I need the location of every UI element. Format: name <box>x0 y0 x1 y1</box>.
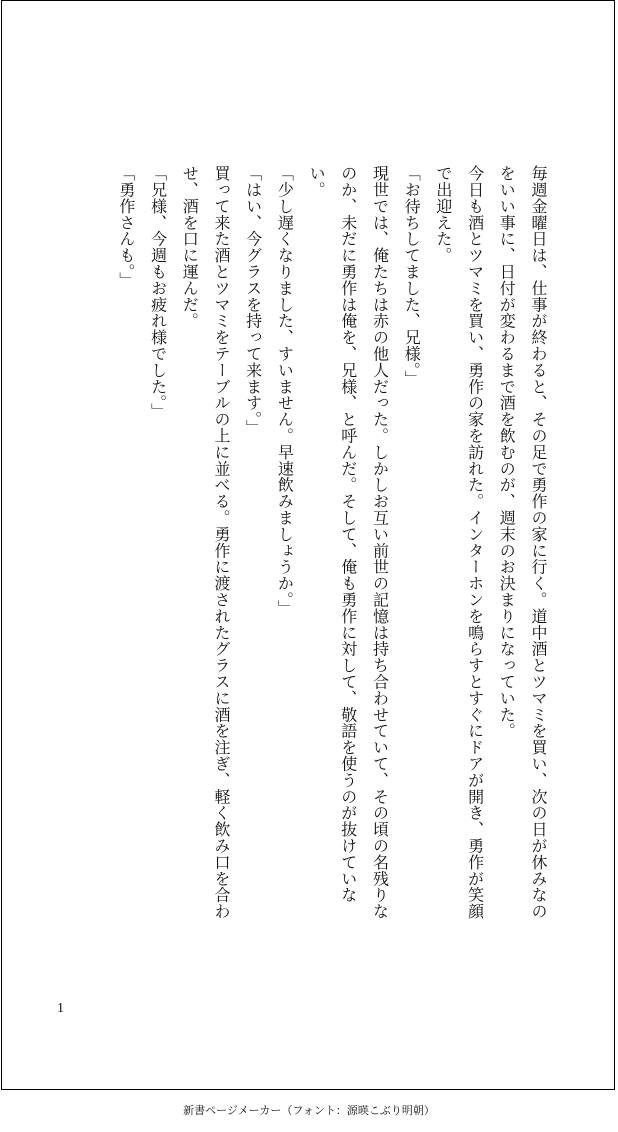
paragraph: 毎週金曜日は、仕事が終わると、その足で勇作の家に行く。道中酒とツマミを買い、次の日が休みなのをいい事に、日付が変わるまで酒を飲むのが、週末のお決まりになっていた。 <box>497 165 548 920</box>
paragraph: 「お待ちしてました、兄様。」 <box>402 165 422 387</box>
book-page <box>1 0 615 1090</box>
paragraph: 「はい、今グラスを持って来ます。」 <box>243 165 263 436</box>
paragraph: 「勇作さんも。」 <box>116 165 136 289</box>
paragraph: 現世では、俺たちは赤の他人だった。しかしお互い前世の記憶は持ち合わせていて、その頃の名残りなのか、未だに勇作は俺を、兄様、と呼んだ。そして、俺も勇作に対して、敬語を使うのが抜けていない。 <box>307 165 390 920</box>
vertical-text-body <box>54 165 554 925</box>
page-number: 1 <box>57 1001 64 1016</box>
paragraph: 「少し遅くなりました、すいません。早速飲みましょうか。」 <box>275 165 295 617</box>
paragraph: 今日も酒とツマミを買い、勇作の家を訪れた。インターホンを鳴らすとすぐにドアが開き、勇作が笑顔で出迎えた。 <box>433 165 485 920</box>
paragraph: 買って来た酒とツマミをテーブルの上に並べる。勇作に渡されたグラスに酒を注ぎ、軽く飲み口を合わせ、酒を口に運んだ。 <box>180 165 231 920</box>
paragraph: 「兄様、今週もお疲れ様でした。」 <box>148 165 168 420</box>
footer-credit: 新書ページメーカー（フォント：源暎こぶり明朝） <box>183 1104 435 1117</box>
